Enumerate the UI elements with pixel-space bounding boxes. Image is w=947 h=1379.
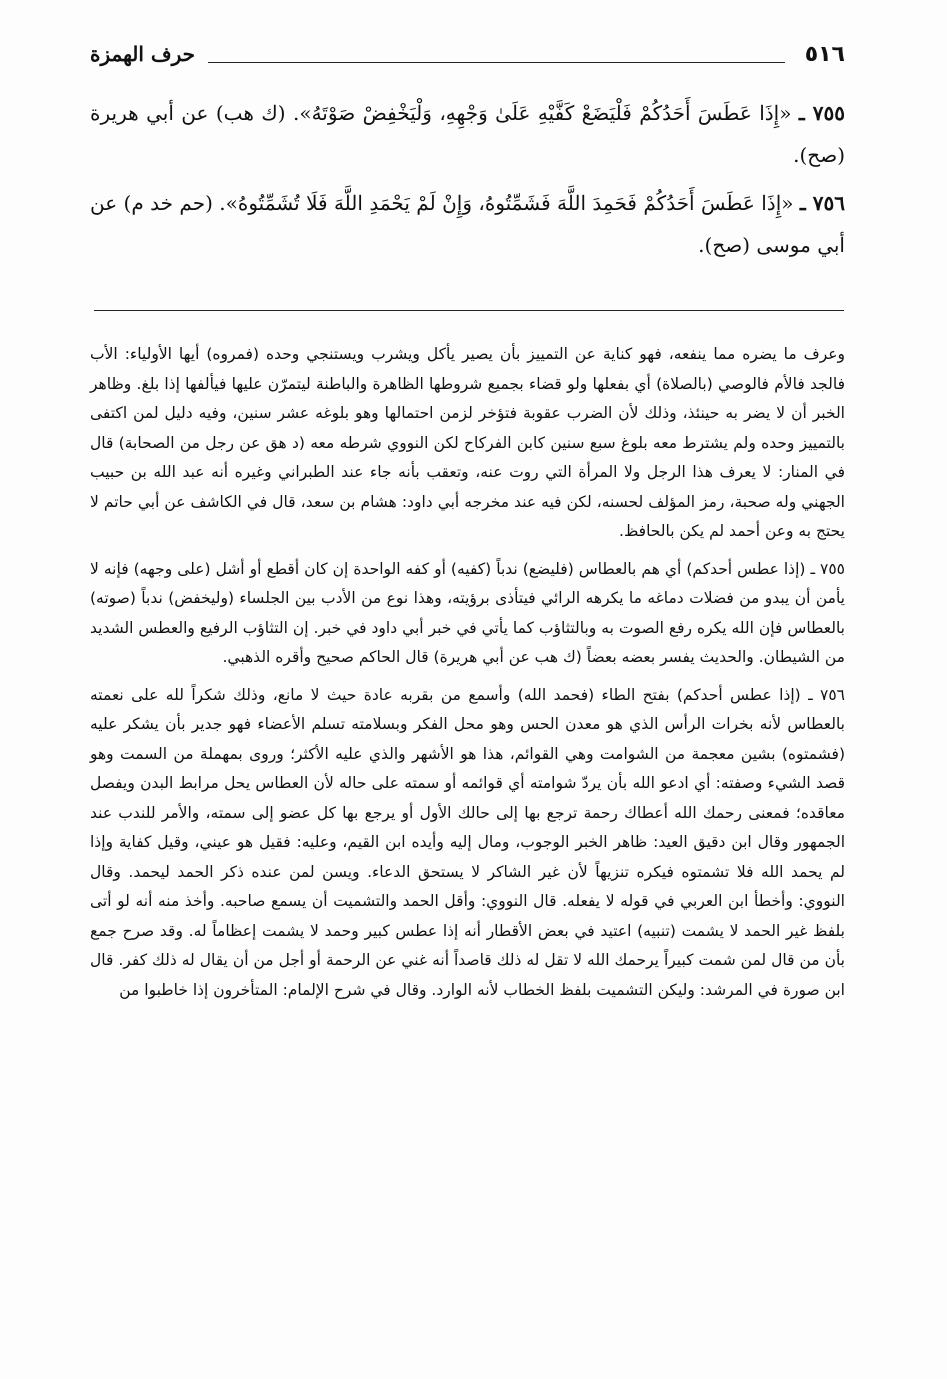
hadith-text: «إِذَا عَطَسَ أَحَدُكُمْ فَحَمِدَ اللَّهَ فَشَمِّتُوهُ، وَإِنْ لَمْ يَحْمَدِ اللَّهَ فَلَا تُشَمِّتُوهُ». (حم خد م) عن أبي موسى (صح). <box>90 191 845 257</box>
commentary-section <box>90 340 845 1013</box>
hadith-number: ٧٥٦ ـ <box>799 191 846 215</box>
commentary-paragraph: وعرف ما يضره مما ينفعه، فهو كناية عن التمييز بأن يصير يأكل ويشرب ويستنجي وحده (فمروه) أيها الأولياء: الأب فالجد فالأم فالوصي (بالصلاة) أي بفعلها ولو قضاء بجميع شروطها الظاهرة والباطنة ليتمرّن عليها فيألفها إذا بلغ. وظاهر الخبر أن لا يضر به حينئذ، وذلك لأن الضرب عقوبة فتؤخر لزمن احتمالها وهو بلوغه عشر سنين، وفيه دليل لمن اكتفى بالتمييز وحده ولم يشترط معه بلوغ سبع سنين كابن الفركاح لكن النووي شرطه معه (د هق عن رجل من الصحابة) قال في المنار: لا يعرف هذا الرجل ولا المرأة التي روت عنه، وتعقب بأنه جاء عند الطبراني وغيره أنه عبد الله بن حبيب الجهني وله صحبة، رمز المؤلف لحسنه، لكن فيه عند مخرجه أبي داود: هشام بن سعد، قال في الكاشف عن أبي حاتم لا يحتج به وعن أحمد لم يكن بالحافظ. <box>90 345 845 540</box>
section-divider <box>94 310 844 311</box>
chapter-title: حرف الهمزة <box>90 42 196 66</box>
hadith-756 <box>90 182 845 266</box>
hadith-text: «إِذَا عَطَسَ أَحَدُكُمْ فَلْيَضَعْ كَفَّيْهِ عَلَىٰ وَجْهِهِ، وَلْيَخْفِضْ صَوْتَهُ». (ك هب) عن أبي هريرة (صح). <box>90 101 845 167</box>
commentary-paragraph: ٧٥٦ ـ (إذا عطس أحدكم) بفتح الطاء (فحمد الله) وأسمع من بقربه عادة حيث لا مانع، وذلك شكراً لله على نعمته بالعطاس لأنه بخرات الرأس الذي هو معدن الحس وهو محل الفكر وبسلامته تسلم الأعضاء فهو جدير بأن يشكر عليه (فشمتوه) بشين معجمة من الشوامت وهي القوائم، هذا هو الأشهر والذي عليه الأكثر؛ وروى بمهملة من السمت وهو قصد الشيء وصفته: أي ادعو الله بأن يردّ شوامته أي قوائمه أو سمته على حاله لأن العطاس يحل مرابط البدن ويفصل معاقده؛ فمعنى رحمك الله أعطاك رحمة ترجع بها إلى حالك الأول أو يرجع بها كل عضو إلى سمته، والأمر للندب عند الجمهور وقال ابن دقيق العيد: ظاهر الخبر الوجوب، ومال إليه وأيده ابن القيم، وعليه: فقيل هو عيني، وقيل كفاية وإذا لم يحمد الله فلا تشمتوه فيكره تنزيهاً لأن غير الشاكر لا يستحق الدعاء. ويسن لمن عنده ذكر الحمد ليحمد. وقال النووي: وأخطأ ابن العربي في قوله لا يفعله. قال النووي: وأقل الحمد والتشميت أن يسمع صاحبه. وأخذ منه أنه لو أتى بلفظ غير الحمد لا يشمت (تنبيه) اعتيد في بعض الأقطار أنه إذا عطس كبير وحمد لا يشمت إعظاماً له. وقد صرح جمع بأن من قال لمن شمت كبيراً يرحمك الله لا تقل له ذلك قاصداً أنه غني عن الرحمة أو أجل من أن يقال له ذلك كفر. قال ابن صورة في المرشد: وليكن التشميت بلفظ الخطاب لأنه الوارد. وقال في شرح الإلمام: المتأخرون إذا خاطبوا من <box>90 685 845 999</box>
hadith-number: ٧٥٥ ـ <box>798 101 845 125</box>
page-number: ٥١٦ <box>804 42 845 67</box>
header-rule <box>208 62 785 63</box>
hadith-text-section <box>90 92 845 272</box>
commentary-paragraph: ٧٥٥ ـ (إذا عطس أحدكم) أي هم بالعطاس (فليضع) ندباً (كفيه) أو كفه الواحدة إن كان أقطع أو أشل (على وجهه) فإنه لا يأمن أن يبدو من فضلات دماغه ما يكرهه الرائي فيتأذى برؤيته، وهذا نوع من الأدب بين الجلساء (وليخفض) ندباً (صوته) بالعطاس فإن الله يكره رفع الصوت به وبالتثاؤب كما يأتي في خبر أبي داود في خبر. إن التثاؤب الرفيع والعطس الشديد من الشيطان. والحديث يفسر بعضه بعضاً (ك هب عن أبي هريرة) قال الحاكم صحيح وأقره الذهبي. <box>90 559 845 666</box>
hadith-755 <box>90 92 845 176</box>
page-header <box>90 40 845 72</box>
